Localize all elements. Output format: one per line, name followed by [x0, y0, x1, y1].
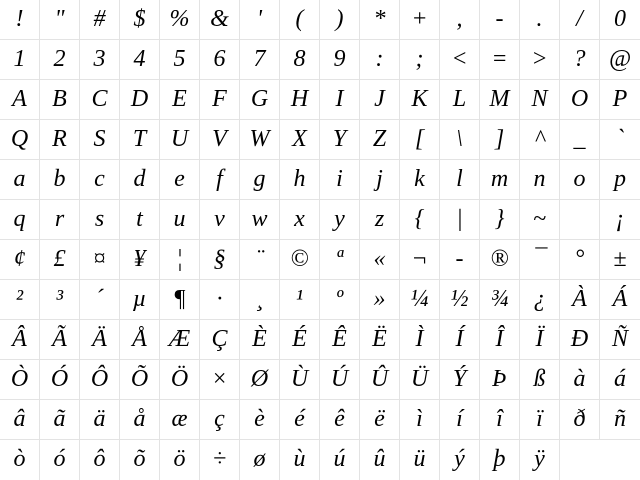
glyph-cell[interactable]: ¿ — [520, 280, 560, 320]
glyph-cell[interactable]: 2 — [40, 40, 80, 80]
glyph-cell[interactable]: P — [600, 80, 640, 120]
glyph-cell[interactable]: G — [240, 80, 280, 120]
glyph-cell[interactable]: E — [160, 80, 200, 120]
glyph-cell[interactable]: 4 — [120, 40, 160, 80]
glyph-cell[interactable]: s — [80, 200, 120, 240]
glyph-cell[interactable]: ò — [0, 440, 40, 480]
glyph-cell[interactable]: > — [520, 40, 560, 80]
glyph-cell[interactable]: W — [240, 120, 280, 160]
glyph-cell[interactable]: ¦ — [160, 240, 200, 280]
glyph-cell[interactable]: þ — [480, 440, 520, 480]
glyph-cell[interactable]: v — [200, 200, 240, 240]
glyph-cell[interactable]: : — [360, 40, 400, 80]
glyph-cell[interactable]: o — [560, 160, 600, 200]
glyph-cell[interactable]: º — [320, 280, 360, 320]
glyph-cell[interactable]: ê — [320, 400, 360, 440]
glyph-cell[interactable]: î — [480, 400, 520, 440]
glyph-cell[interactable]: ð — [560, 400, 600, 440]
glyph-cell[interactable]: É — [280, 320, 320, 360]
glyph-cell[interactable]: ® — [480, 240, 520, 280]
glyph-cell[interactable]: Z — [360, 120, 400, 160]
glyph-cell[interactable]: q — [0, 200, 40, 240]
glyph-cell[interactable]: ¼ — [400, 280, 440, 320]
glyph-cell[interactable]: ` — [600, 120, 640, 160]
glyph-cell[interactable]: 7 — [240, 40, 280, 80]
glyph-cell[interactable]: Ô — [80, 360, 120, 400]
glyph-cell[interactable]: . — [520, 0, 560, 40]
glyph-cell[interactable]: h — [280, 160, 320, 200]
glyph-cell[interactable]: Ý — [440, 360, 480, 400]
glyph-cell[interactable]: } — [480, 200, 520, 240]
glyph-cell[interactable]: © — [280, 240, 320, 280]
glyph-cell[interactable]: \ — [440, 120, 480, 160]
glyph-cell[interactable]: c — [80, 160, 120, 200]
glyph-cell[interactable]: ? — [560, 40, 600, 80]
glyph-cell[interactable]: I — [320, 80, 360, 120]
glyph-cell[interactable]: æ — [160, 400, 200, 440]
glyph-cell[interactable]: D — [120, 80, 160, 120]
glyph-cell[interactable]: ÿ — [520, 440, 560, 480]
glyph-cell[interactable]: H — [280, 80, 320, 120]
glyph-cell[interactable]: V — [200, 120, 240, 160]
glyph-cell[interactable]: Ù — [280, 360, 320, 400]
glyph-cell[interactable]: Y — [320, 120, 360, 160]
glyph-cell[interactable]: Ü — [400, 360, 440, 400]
glyph-cell[interactable]: Á — [600, 280, 640, 320]
glyph-cell[interactable]: | — [440, 200, 480, 240]
glyph-cell[interactable]: 1 — [0, 40, 40, 80]
glyph-cell[interactable]: ´ — [80, 280, 120, 320]
glyph-cell[interactable]: _ — [560, 120, 600, 160]
glyph-cell[interactable]: # — [80, 0, 120, 40]
glyph-cell[interactable]: ~ — [520, 200, 560, 240]
glyph-cell[interactable]: " — [40, 0, 80, 40]
glyph-cell[interactable]: Ì — [400, 320, 440, 360]
glyph-cell[interactable]: à — [560, 360, 600, 400]
glyph-cell[interactable]: ì — [400, 400, 440, 440]
glyph-cell[interactable]: < — [440, 40, 480, 80]
glyph-cell[interactable]: ñ — [600, 400, 640, 440]
glyph-cell[interactable]: Q — [0, 120, 40, 160]
glyph-cell[interactable]: = — [480, 40, 520, 80]
glyph-cell[interactable]: å — [120, 400, 160, 440]
glyph-cell[interactable]: Í — [440, 320, 480, 360]
glyph-cell[interactable]: Ø — [240, 360, 280, 400]
glyph-cell[interactable]: Ê — [320, 320, 360, 360]
glyph-cell[interactable]: Ç — [200, 320, 240, 360]
glyph-cell[interactable]: ç — [200, 400, 240, 440]
glyph-cell[interactable]: û — [360, 440, 400, 480]
empty-cell — [560, 440, 600, 480]
glyph-cell[interactable]: ¡ — [600, 200, 640, 240]
glyph-cell[interactable]: ï — [520, 400, 560, 440]
glyph-cell[interactable]: 0 — [600, 0, 640, 40]
glyph-cell[interactable]: » — [360, 280, 400, 320]
glyph-cell[interactable]: Õ — [120, 360, 160, 400]
glyph-cell[interactable]: l — [440, 160, 480, 200]
glyph-cell[interactable]: â — [0, 400, 40, 440]
glyph-cell[interactable]: $ — [120, 0, 160, 40]
glyph-cell[interactable]: f — [200, 160, 240, 200]
glyph-cell[interactable]: ö — [160, 440, 200, 480]
glyph-cell[interactable]: C — [80, 80, 120, 120]
glyph-cell[interactable]: ³ — [40, 280, 80, 320]
glyph-cell[interactable]: m — [480, 160, 520, 200]
glyph-cell[interactable]: [ — [400, 120, 440, 160]
glyph-cell[interactable]: * — [360, 0, 400, 40]
glyph-cell[interactable]: - — [440, 240, 480, 280]
glyph-cell[interactable]: O — [560, 80, 600, 120]
glyph-cell[interactable]: r — [40, 200, 80, 240]
glyph-cell[interactable]: ± — [600, 240, 640, 280]
glyph-cell[interactable]: k — [400, 160, 440, 200]
glyph-cell[interactable]: i — [320, 160, 360, 200]
glyph-cell[interactable]: ! — [0, 0, 40, 40]
glyph-cell[interactable]: ½ — [440, 280, 480, 320]
glyph-cell[interactable]: ã — [40, 400, 80, 440]
glyph-cell[interactable]: L — [440, 80, 480, 120]
glyph-cell[interactable]: u — [160, 200, 200, 240]
glyph-cell[interactable]: p — [600, 160, 640, 200]
glyph-cell[interactable]: é — [280, 400, 320, 440]
glyph-cell[interactable]: ø — [240, 440, 280, 480]
glyph-cell[interactable]: z — [360, 200, 400, 240]
glyph-cell[interactable]: / — [560, 0, 600, 40]
glyph-cell[interactable]: 8 — [280, 40, 320, 80]
glyph-cell[interactable]: - — [480, 0, 520, 40]
glyph-cell[interactable]: Ã — [40, 320, 80, 360]
glyph-cell[interactable]: õ — [120, 440, 160, 480]
glyph-cell[interactable]: ' — [240, 0, 280, 40]
glyph-cell[interactable]: Ð — [560, 320, 600, 360]
glyph-cell[interactable]: Ñ — [600, 320, 640, 360]
glyph-cell[interactable]: × — [200, 360, 240, 400]
glyph-cell[interactable]: ^ — [520, 120, 560, 160]
glyph-cell[interactable]: ù — [280, 440, 320, 480]
glyph-cell[interactable]: a — [0, 160, 40, 200]
glyph-cell[interactable]: { — [400, 200, 440, 240]
glyph-cell[interactable]: ¨ — [240, 240, 280, 280]
glyph-cell[interactable]: ; — [400, 40, 440, 80]
glyph-cell[interactable]: Þ — [480, 360, 520, 400]
glyph-cell[interactable]: N — [520, 80, 560, 120]
glyph-cell[interactable]: Ò — [0, 360, 40, 400]
glyph-cell[interactable]: ¸ — [240, 280, 280, 320]
space-glyph-cell[interactable] — [560, 200, 600, 240]
glyph-cell[interactable]: ü — [400, 440, 440, 480]
glyph-cell[interactable]: Ú — [320, 360, 360, 400]
glyph-cell[interactable]: x — [280, 200, 320, 240]
glyph-cell[interactable]: F — [200, 80, 240, 120]
glyph-cell[interactable]: % — [160, 0, 200, 40]
glyph-cell[interactable]: U — [160, 120, 200, 160]
glyph-cell[interactable]: w — [240, 200, 280, 240]
glyph-cell[interactable]: Ö — [160, 360, 200, 400]
glyph-cell[interactable]: X — [280, 120, 320, 160]
glyph-cell[interactable]: ° — [560, 240, 600, 280]
glyph-cell[interactable]: n — [520, 160, 560, 200]
glyph-cell[interactable]: 9 — [320, 40, 360, 80]
glyph-cell[interactable]: d — [120, 160, 160, 200]
glyph-cell[interactable]: R — [40, 120, 80, 160]
glyph-cell[interactable]: Ë — [360, 320, 400, 360]
glyph-cell[interactable]: í — [440, 400, 480, 440]
glyph-cell[interactable]: , — [440, 0, 480, 40]
glyph-cell[interactable]: è — [240, 400, 280, 440]
glyph-cell[interactable]: È — [240, 320, 280, 360]
glyph-cell[interactable]: ÷ — [200, 440, 240, 480]
glyph-cell[interactable]: ¬ — [400, 240, 440, 280]
glyph-cell[interactable]: ¶ — [160, 280, 200, 320]
glyph-cell[interactable]: 3 — [80, 40, 120, 80]
glyph-cell[interactable]: + — [400, 0, 440, 40]
glyph-cell[interactable]: S — [80, 120, 120, 160]
glyph-cell[interactable]: t — [120, 200, 160, 240]
glyph-cell[interactable]: ¥ — [120, 240, 160, 280]
glyph-cell[interactable]: b — [40, 160, 80, 200]
glyph-cell[interactable]: µ — [120, 280, 160, 320]
glyph-cell[interactable]: · — [200, 280, 240, 320]
glyph-cell[interactable]: Ä — [80, 320, 120, 360]
glyph-cell[interactable]: B — [40, 80, 80, 120]
glyph-cell[interactable]: A — [0, 80, 40, 120]
glyph-cell[interactable]: M — [480, 80, 520, 120]
glyph-cell[interactable]: ë — [360, 400, 400, 440]
glyph-cell[interactable]: ¤ — [80, 240, 120, 280]
glyph-cell[interactable]: g — [240, 160, 280, 200]
glyph-cell[interactable]: Å — [120, 320, 160, 360]
glyph-cell[interactable]: ¢ — [0, 240, 40, 280]
glyph-cell[interactable]: ( — [280, 0, 320, 40]
glyph-cell[interactable]: Î — [480, 320, 520, 360]
glyph-cell[interactable]: ª — [320, 240, 360, 280]
glyph-cell[interactable]: Æ — [160, 320, 200, 360]
glyph-cell[interactable]: K — [400, 80, 440, 120]
glyph-cell[interactable]: Â — [0, 320, 40, 360]
glyph-cell[interactable]: ú — [320, 440, 360, 480]
glyph-cell[interactable]: ô — [80, 440, 120, 480]
glyph-cell[interactable]: « — [360, 240, 400, 280]
glyph-cell[interactable]: á — [600, 360, 640, 400]
glyph-cell[interactable]: ý — [440, 440, 480, 480]
glyph-cell[interactable]: j — [360, 160, 400, 200]
glyph-cell[interactable]: ¾ — [480, 280, 520, 320]
glyph-cell[interactable]: e — [160, 160, 200, 200]
glyph-cell[interactable]: ó — [40, 440, 80, 480]
glyph-cell[interactable]: ) — [320, 0, 360, 40]
glyph-cell[interactable]: ² — [0, 280, 40, 320]
glyph-cell[interactable]: £ — [40, 240, 80, 280]
empty-cell — [600, 440, 640, 480]
glyph-cell[interactable]: Ó — [40, 360, 80, 400]
glyph-cell[interactable]: y — [320, 200, 360, 240]
glyph-cell[interactable]: § — [200, 240, 240, 280]
glyph-cell[interactable]: ß — [520, 360, 560, 400]
glyph-cell[interactable]: ¯ — [520, 240, 560, 280]
glyph-cell[interactable]: Û — [360, 360, 400, 400]
glyph-cell[interactable]: À — [560, 280, 600, 320]
glyph-cell[interactable]: T — [120, 120, 160, 160]
glyph-cell[interactable]: ¹ — [280, 280, 320, 320]
glyph-cell[interactable]: @ — [600, 40, 640, 80]
glyph-cell[interactable]: Ï — [520, 320, 560, 360]
glyph-cell[interactable]: J — [360, 80, 400, 120]
glyph-cell[interactable]: & — [200, 0, 240, 40]
glyph-cell[interactable]: 6 — [200, 40, 240, 80]
glyph-cell[interactable]: ä — [80, 400, 120, 440]
glyph-cell[interactable]: 5 — [160, 40, 200, 80]
glyph-cell[interactable]: ] — [480, 120, 520, 160]
